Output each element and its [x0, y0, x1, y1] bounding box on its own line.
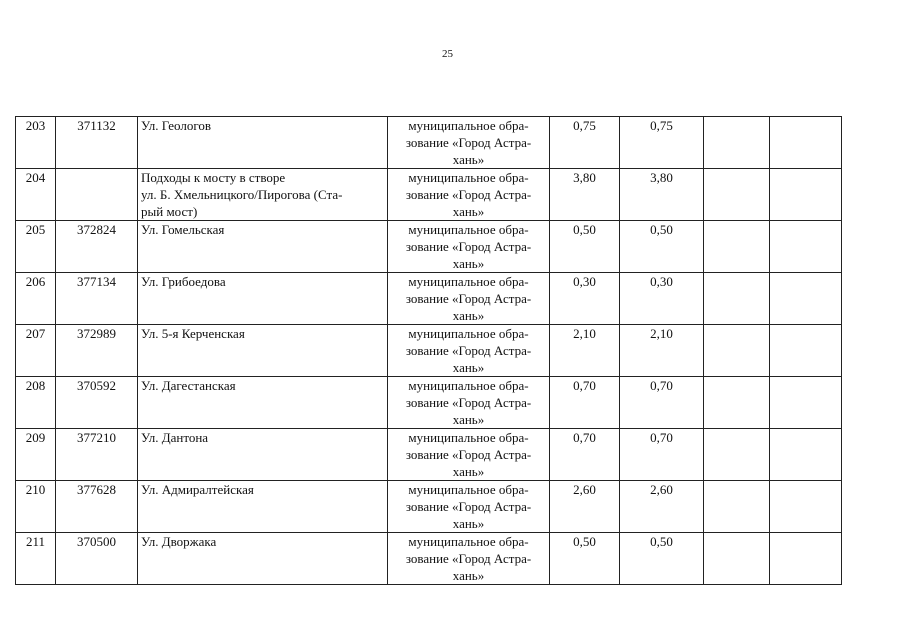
owner-cell [388, 273, 550, 325]
empty-cell-2 [770, 273, 842, 325]
road-name-line: Подходы к мосту в створе [141, 170, 286, 185]
empty-cell-2 [770, 481, 842, 533]
empty-cell-1 [704, 273, 770, 325]
total-length-cell: 2,60 [550, 481, 620, 533]
total-length-cell: 0,75 [550, 117, 620, 169]
table-row [16, 377, 842, 429]
empty-cell-1 [704, 221, 770, 273]
owner-line: зование «Город Астра- [405, 551, 532, 566]
part-length-cell: 0,50 [620, 533, 704, 585]
owner-line: хань» [452, 256, 485, 271]
table-row [16, 325, 842, 377]
empty-cell-2 [770, 221, 842, 273]
owner-line: зование «Город Астра- [405, 135, 532, 150]
owner-line: зование «Город Астра- [405, 187, 532, 202]
empty-cell-1 [704, 533, 770, 585]
road-name-line: Ул. Геологов [141, 118, 211, 133]
road-code-cell: 372824 [56, 221, 138, 273]
empty-cell-1 [704, 117, 770, 169]
road-name-cell [138, 533, 388, 585]
empty-cell-2 [770, 117, 842, 169]
row-number-cell: 207 [16, 325, 56, 377]
empty-cell-1 [704, 481, 770, 533]
owner-line: муниципальное обра- [408, 326, 529, 341]
row-number-cell: 204 [16, 169, 56, 221]
total-length-cell: 0,50 [550, 221, 620, 273]
part-length-cell: 0,50 [620, 221, 704, 273]
table-row [16, 221, 842, 273]
table-row [16, 533, 842, 585]
owner-line: зование «Город Астра- [405, 343, 532, 358]
table-row [16, 273, 842, 325]
owner-line: муниципальное обра- [408, 430, 529, 445]
table-row [16, 481, 842, 533]
road-name-line: Ул. Грибоедова [141, 274, 226, 289]
owner-line: зование «Город Астра- [405, 395, 532, 410]
row-number-cell: 210 [16, 481, 56, 533]
road-name-line: Ул. Дворжака [141, 534, 217, 549]
page-number: 25 [442, 48, 453, 60]
owner-line: хань» [452, 152, 485, 167]
road-code-cell: 372989 [56, 325, 138, 377]
part-length-cell: 0,75 [620, 117, 704, 169]
owner-cell [388, 117, 550, 169]
total-length-cell: 3,80 [550, 169, 620, 221]
road-name-line: ул. Б. Хмельницкого/Пирогова (Ста- [141, 187, 343, 202]
road-name-cell [138, 481, 388, 533]
owner-line: муниципальное обра- [408, 222, 529, 237]
road-name-cell [138, 169, 388, 221]
part-length-cell: 2,60 [620, 481, 704, 533]
empty-cell-2 [770, 533, 842, 585]
table-row [16, 169, 842, 221]
row-number-cell: 211 [16, 533, 56, 585]
owner-line: хань» [452, 308, 485, 323]
owner-cell [388, 221, 550, 273]
part-length-cell: 0,70 [620, 429, 704, 481]
roads-table [15, 116, 842, 585]
table-row [16, 429, 842, 481]
part-length-cell: 2,10 [620, 325, 704, 377]
empty-cell-1 [704, 169, 770, 221]
empty-cell-1 [704, 429, 770, 481]
road-name-cell [138, 429, 388, 481]
road-code-cell: 377134 [56, 273, 138, 325]
road-name-line: Ул. Дагестанская [141, 378, 236, 393]
empty-cell-2 [770, 429, 842, 481]
owner-line: хань» [452, 464, 485, 479]
road-name-line: Ул. Адмиралтейская [141, 482, 254, 497]
total-length-cell: 0,70 [550, 429, 620, 481]
owner-cell [388, 481, 550, 533]
road-code-cell: 370500 [56, 533, 138, 585]
owner-cell [388, 429, 550, 481]
empty-cell-2 [770, 169, 842, 221]
owner-line: муниципальное обра- [408, 274, 529, 289]
owner-line: хань» [452, 360, 485, 375]
road-code-cell [56, 169, 138, 221]
row-number-cell: 208 [16, 377, 56, 429]
road-name-line: Ул. Дантона [141, 430, 209, 445]
owner-line: зование «Город Астра- [405, 499, 532, 514]
owner-cell [388, 325, 550, 377]
road-code-cell: 370592 [56, 377, 138, 429]
empty-cell-2 [770, 325, 842, 377]
table-row [16, 117, 842, 169]
road-name-cell [138, 221, 388, 273]
empty-cell-1 [704, 325, 770, 377]
empty-cell-2 [770, 377, 842, 429]
row-number-cell: 203 [16, 117, 56, 169]
total-length-cell: 2,10 [550, 325, 620, 377]
road-code-cell: 371132 [56, 117, 138, 169]
road-name-line: Ул. Гомельская [141, 222, 225, 237]
road-name-cell [138, 273, 388, 325]
owner-cell [388, 377, 550, 429]
part-length-cell: 0,70 [620, 377, 704, 429]
road-code-cell: 377210 [56, 429, 138, 481]
road-name-cell [138, 325, 388, 377]
owner-cell [388, 169, 550, 221]
owner-line: муниципальное обра- [408, 170, 529, 185]
total-length-cell: 0,70 [550, 377, 620, 429]
road-name-cell [138, 117, 388, 169]
owner-line: зование «Город Астра- [405, 291, 532, 306]
row-number-cell: 205 [16, 221, 56, 273]
owner-line: муниципальное обра- [408, 534, 529, 549]
owner-line: муниципальное обра- [408, 118, 529, 133]
owner-line: хань» [452, 204, 485, 219]
owner-line: хань» [452, 568, 485, 583]
part-length-cell: 3,80 [620, 169, 704, 221]
owner-line: хань» [452, 412, 485, 427]
road-code-cell: 377628 [56, 481, 138, 533]
owner-line: хань» [452, 516, 485, 531]
road-name-line: Ул. 5-я Керченская [141, 326, 245, 341]
road-name-cell [138, 377, 388, 429]
road-name-line: рый мост) [141, 204, 198, 219]
total-length-cell: 0,50 [550, 533, 620, 585]
part-length-cell: 0,30 [620, 273, 704, 325]
total-length-cell: 0,30 [550, 273, 620, 325]
owner-line: зование «Город Астра- [405, 239, 532, 254]
owner-cell [388, 533, 550, 585]
row-number-cell: 206 [16, 273, 56, 325]
empty-cell-1 [704, 377, 770, 429]
owner-line: муниципальное обра- [408, 482, 529, 497]
owner-line: зование «Город Астра- [405, 447, 532, 462]
owner-line: муниципальное обра- [408, 378, 529, 393]
table-body [16, 117, 842, 585]
row-number-cell: 209 [16, 429, 56, 481]
